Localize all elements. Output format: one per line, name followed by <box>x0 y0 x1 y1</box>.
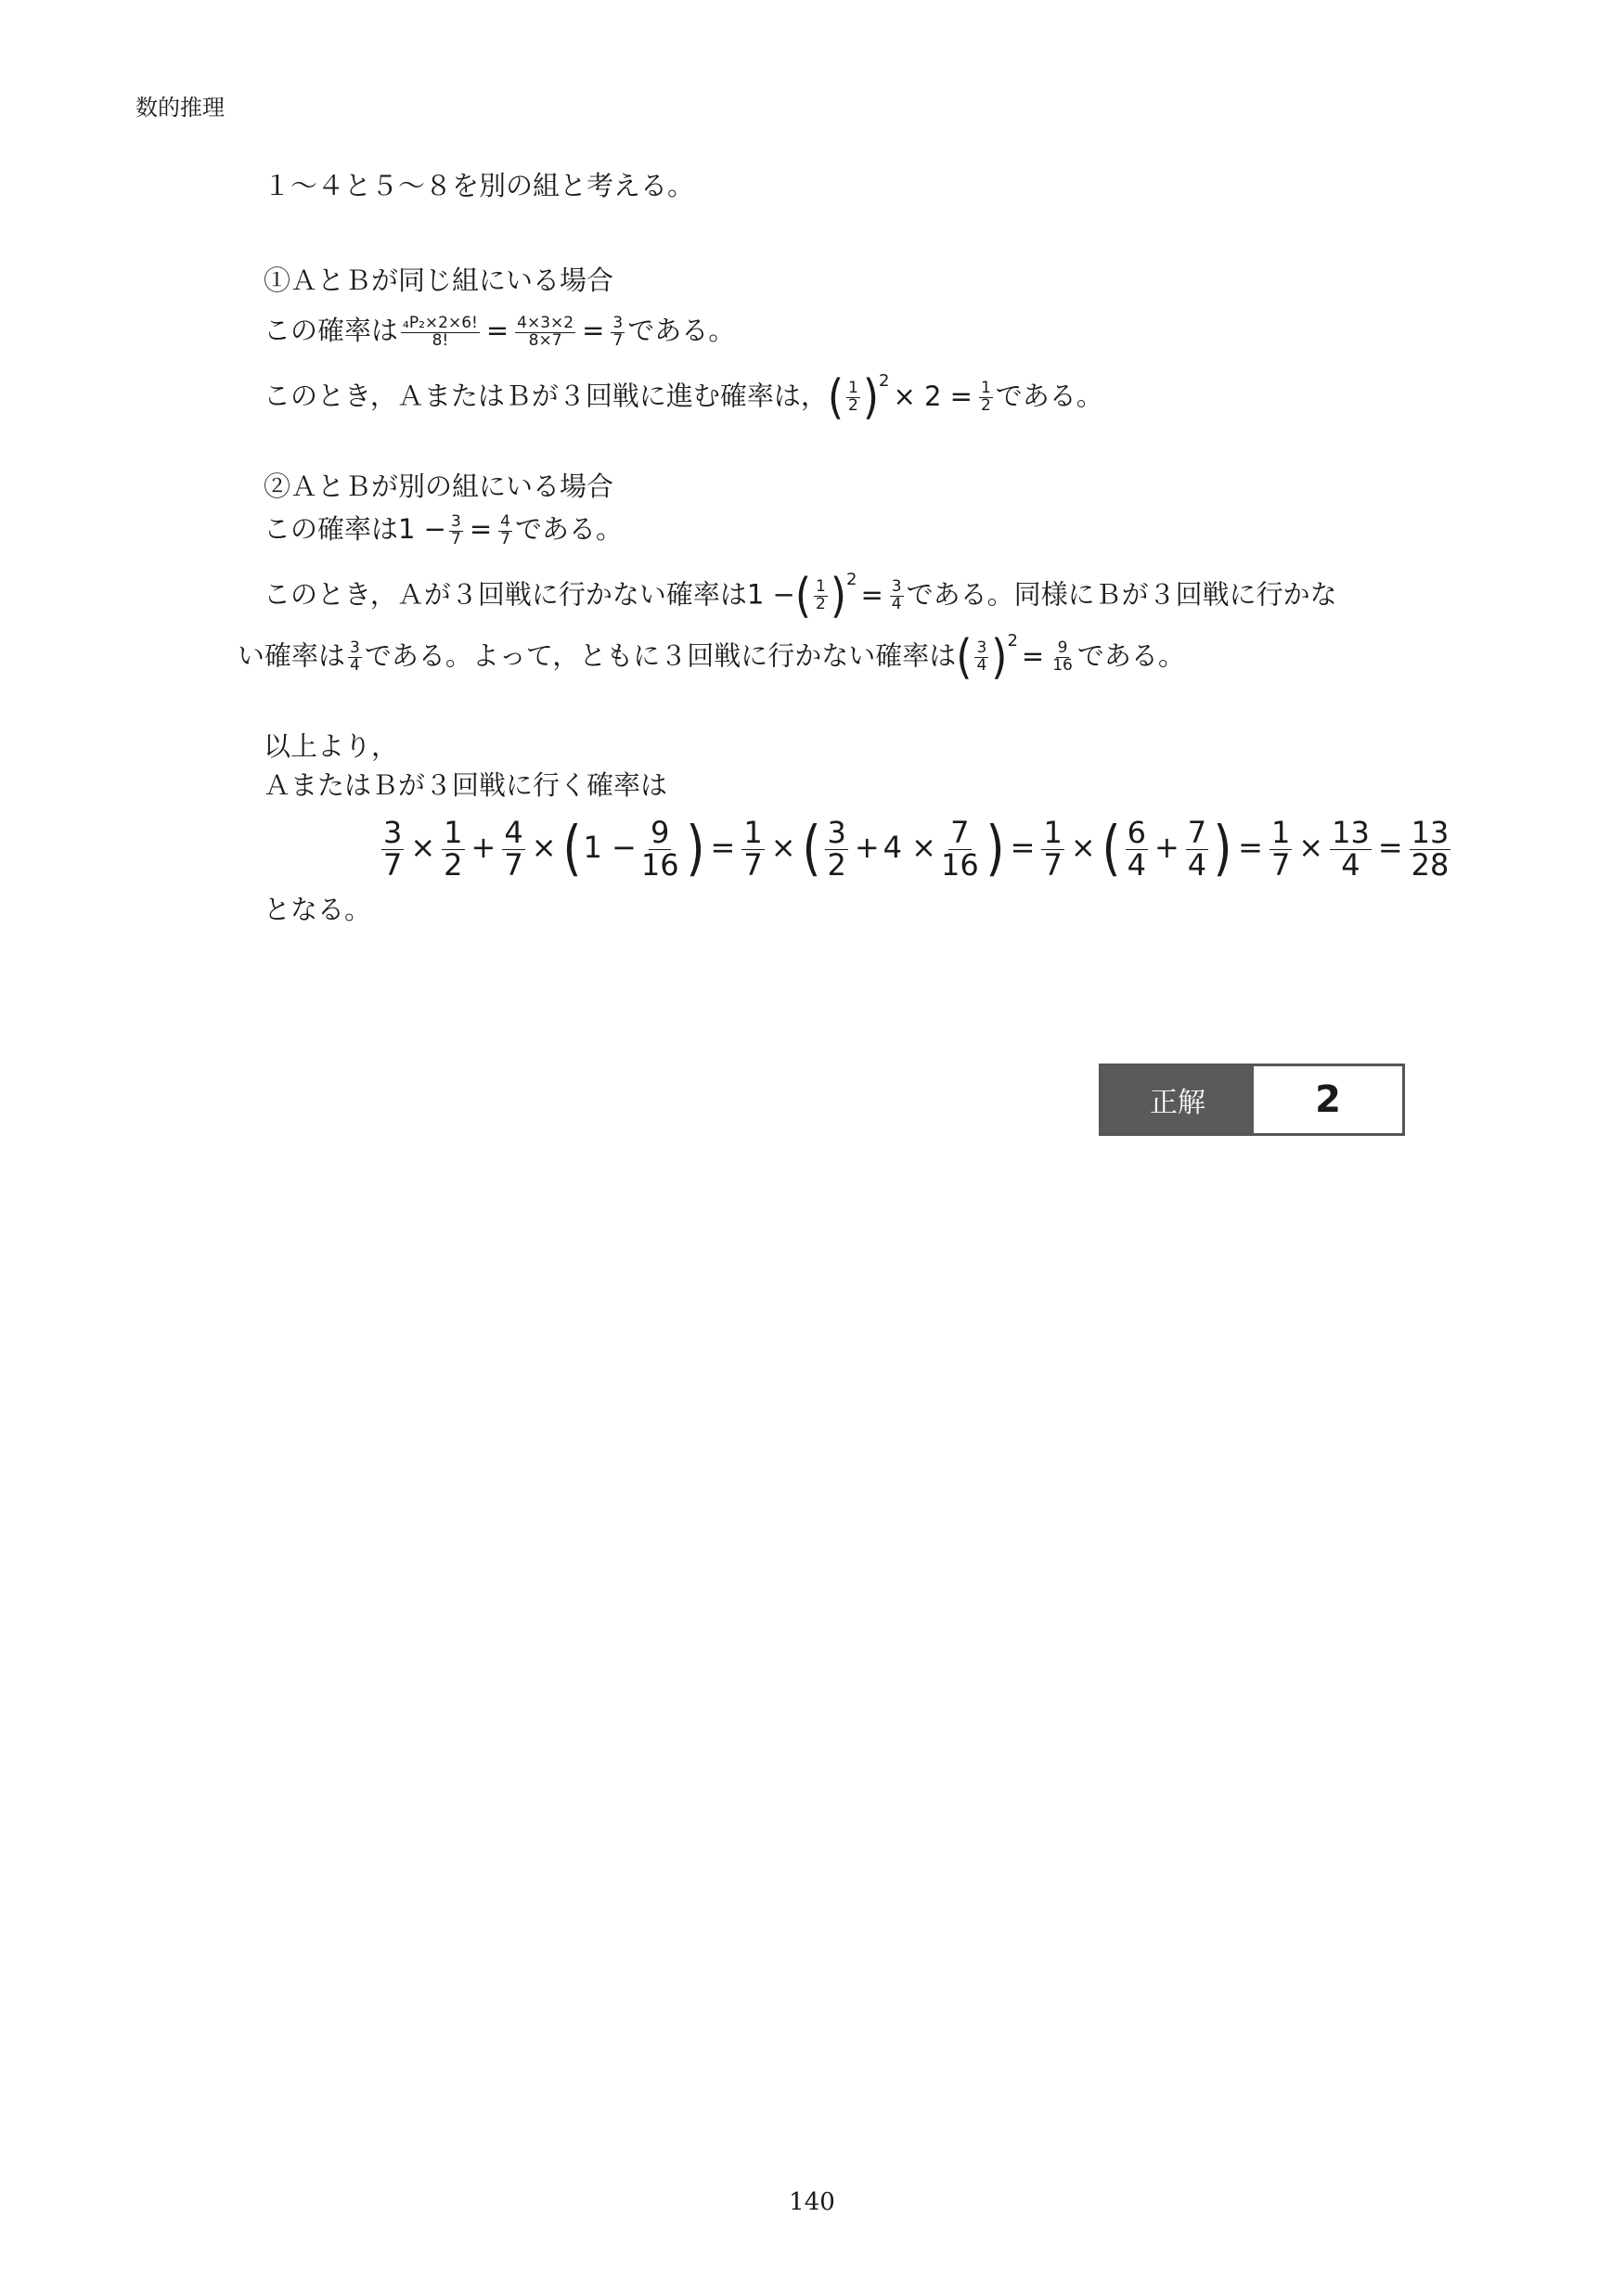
denominator: 4 <box>976 656 987 676</box>
numerator: 13 <box>1332 814 1370 850</box>
exponent: 2 <box>879 371 890 391</box>
fraction <box>401 313 480 350</box>
numerator: 3 <box>383 814 403 850</box>
denominator: 4 <box>891 595 902 614</box>
numerator: 1 <box>815 577 826 597</box>
case2-line3-mid: である。よって，ともに３回戦に行かない確率は <box>364 639 957 672</box>
case1-prob-line: この確率は $\frac{\text{₄P₂×2×6!}}{8!}$ = $\frac{4\times 3\times 2}{8\times 7}$ = $\frac{3}{7}$ である。 <box>264 313 736 350</box>
denominator: 7 <box>743 846 763 883</box>
page-number: 140 <box>789 2188 835 2216</box>
fraction <box>1410 814 1451 883</box>
numerator: 1 <box>1270 814 1291 850</box>
fraction <box>611 313 625 350</box>
fraction <box>890 579 904 613</box>
fraction <box>1186 814 1208 883</box>
numerator: 1 <box>1043 814 1063 850</box>
fraction <box>639 814 681 883</box>
fraction <box>846 380 860 415</box>
case2-line3-prefix: い確率は <box>238 639 346 672</box>
numerator: 3 <box>450 511 461 531</box>
case2-prob-suffix: である。 <box>514 513 623 545</box>
one-minus: 1 − <box>746 578 795 611</box>
numerator: ₄P₂×2×6! <box>403 313 478 332</box>
one-minus: 1 − <box>583 830 637 865</box>
case1-title: ①ＡとＢが同じ組にいる場合 <box>264 264 614 296</box>
denominator: 7 <box>383 846 403 883</box>
denominator: 4 <box>1127 846 1146 883</box>
fraction <box>449 511 463 548</box>
final-equation: $\frac{3}{7}$ × $\frac{1}{2}$ + $\frac{4}{7}$ × (1 − $\frac{9}{16}$ ) = $\frac{1}{7}$ × ( $\frac{3}{2}$ + 4 × $\frac{7}{16}$ ) = $\frac{1}{7}$ × ( $\frac{6}{4}$ + $\frac{7}{4}$ ) = $\frac{1}{7}$ × $\frac{13}{4}$ = $\frac{13}{28}$ <box>383 814 1450 883</box>
fraction <box>825 814 847 883</box>
denominator: 7 <box>612 330 624 350</box>
fraction <box>498 511 512 548</box>
conclusion-line1: 以上より， <box>264 730 399 762</box>
denominator: 7 <box>504 846 523 883</box>
denominator: 2 <box>980 396 991 416</box>
fraction <box>1050 640 1075 675</box>
denominator: 2 <box>827 846 846 883</box>
coefficient: 4 × <box>883 830 936 865</box>
numerator: 4×3×2 <box>517 313 574 332</box>
denominator: 7 <box>450 529 461 548</box>
case1-line2-suffix: である。 <box>995 380 1103 412</box>
denominator: 28 <box>1411 846 1450 883</box>
fraction <box>1126 814 1148 883</box>
denominator: 2 <box>815 595 826 614</box>
case2-line3-suffix: である。 <box>1076 639 1185 672</box>
denominator: 2 <box>848 396 858 416</box>
section-header: 数的推理 <box>135 95 225 121</box>
exponent: 2 <box>845 570 857 589</box>
numerator: 4 <box>504 814 523 850</box>
fraction <box>1270 814 1292 883</box>
numerator: 3 <box>891 577 902 597</box>
fraction <box>814 579 828 613</box>
numerator: 7 <box>950 814 970 850</box>
exponent: 2 <box>1007 631 1018 651</box>
denominator: 8! <box>432 330 449 350</box>
denominator: 2 <box>444 846 463 883</box>
fraction <box>442 814 464 883</box>
case2-line2-prefix: このとき，Ａが３回戦に行かない確率は <box>264 578 747 611</box>
denominator: 4 <box>350 656 360 676</box>
fraction <box>974 640 988 675</box>
case1-line2-prefix: このとき，ＡまたはＢが３回戦に進む確率は， <box>264 380 828 412</box>
numerator: 1 <box>848 379 858 398</box>
case1-prob-prefix: この確率は <box>264 315 399 346</box>
intro-text: １～４と５～８を別の組と考える。 <box>264 170 695 201</box>
case1-line2: このとき，ＡまたはＢが３回戦に進む確率は，( $\frac{1}{2}$ )$^2$ × 2 = $\frac{1}{2}$ である。 <box>264 369 1103 425</box>
case2-prob-prefix: この確率は <box>264 513 399 545</box>
numerator: 6 <box>1127 814 1146 850</box>
denominator: 4 <box>1341 846 1360 883</box>
numerator: 3 <box>827 814 846 850</box>
case2-line2: このとき，Ａが３回戦に行かない確率は1 −( $\frac{1}{2}$ )$^2$ = $\frac{3}{4}$ である。同様にＢが３回戦に行かな <box>264 568 1337 624</box>
conclusion-line3: となる。 <box>264 894 372 925</box>
answer-box <box>1099 1064 1405 1136</box>
fraction <box>502 814 524 883</box>
fraction <box>348 640 362 675</box>
fraction <box>939 814 981 883</box>
denominator: 7 <box>1043 846 1063 883</box>
multiplier: × 2 = <box>893 380 973 412</box>
numerator: 13 <box>1411 814 1450 850</box>
numerator: 1 <box>980 379 991 398</box>
answer-label: 正解 <box>1102 1066 1254 1133</box>
case2-line3: い確率は $\frac{3}{4}$ である。よって，ともに３回戦に行かない確率は( $\frac{3}{4}$ )$^2$ = $\frac{9}{16}$ である。 <box>238 629 1185 685</box>
answer-value: 2 <box>1315 1078 1341 1121</box>
denominator: 4 <box>1187 846 1207 883</box>
fraction <box>381 814 404 883</box>
case2-prob-line: この確率は1 − $\frac{3}{7}$ = $\frac{4}{7}$ である。 <box>264 511 623 548</box>
numerator: 9 <box>651 814 670 850</box>
denominator: 7 <box>500 529 510 548</box>
fraction <box>1041 814 1063 883</box>
one-minus: 1 − <box>398 513 446 545</box>
numerator: 7 <box>1187 814 1207 850</box>
case2-line2-suffix: である。同様にＢが３回戦に行かな <box>906 578 1337 611</box>
denominator: 16 <box>940 846 979 883</box>
fraction <box>741 814 764 883</box>
numerator: 3 <box>350 638 360 658</box>
conclusion-line2: ＡまたはＢが３回戦に行く確率は <box>264 769 668 801</box>
numerator: 9 <box>1057 638 1068 658</box>
numerator: 1 <box>743 814 763 850</box>
numerator: 1 <box>444 814 463 850</box>
numerator: 4 <box>500 511 510 531</box>
fraction <box>515 313 575 350</box>
case2-title: ②ＡとＢが別の組にいる場合 <box>264 471 614 502</box>
denominator: 16 <box>1052 656 1073 676</box>
case1-prob-suffix: である。 <box>627 315 736 346</box>
numerator: 3 <box>976 638 987 658</box>
fraction <box>1330 814 1372 883</box>
denominator: 7 <box>1270 846 1291 883</box>
denominator: 16 <box>640 846 679 883</box>
numerator: 3 <box>612 313 624 332</box>
denominator: 8×7 <box>528 330 562 350</box>
fraction <box>979 380 993 415</box>
